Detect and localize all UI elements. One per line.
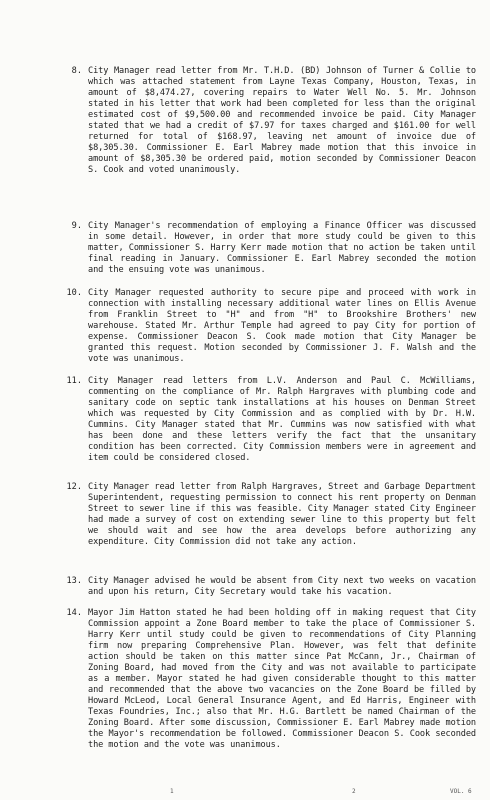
item-text: City Manager's recommendation of employing a Finance Officer was discussed in some detail. However, in order that more study could be given to this matter, Commissioner S. Harry Kerr made motion that no action be taken until final reading in January. Commissioner E. Earl Mabrey seconded the motion and the ensuing vote was unanimous. [88, 221, 476, 275]
item-number: 13. [66, 576, 82, 586]
item-number: 8. [71, 66, 82, 76]
item-text: City Manager read letter from Ralph Hargraves, Street and Garbage Department Superintendent, requesting permission to connect his rent property on Denman Street to sewer line if this was feasible. City Manager stated City Engineer had made a survey of cost on extending sewer line to this property but felt we should wait and see how the area develops before authorizing any expenditure. City Commission did not take any action. [88, 482, 476, 547]
footer-left-mark: 1 [170, 788, 174, 795]
footer-right-mark: VOL. 6 [450, 788, 472, 795]
footer-center-mark: 2 [352, 788, 356, 795]
item-text: City Manager read letters from L.V. Anderson and Paul C. McWilliams, commenting on the compliance of Mr. Ralph Hargraves with plumbing code and sanitary code on septic tank installations at his houses on Denman Street which was requested by City Commission and as complied with by Dr. H.W. Cummins. City Manager stated that Mr. Cummins was now satisfied with what has been done and these letters verify the fact that the unsanitary condition has been corrected. City Commission members were in agreement and item could be considered closed. [88, 376, 476, 463]
item-text: City Manager requested authority to secure pipe and proceed with work in connection with installing necessary additional water lines on Ellis Avenue from Franklin Street to "H" and from "H" to Brookshire Brothers' new warehouse. Stated Mr. Arthur Temple had agreed to pay City for portion of expense. Commissioner Deacon S. Cook made motion that City Manager be granted this request. Motion seconded by Commissioner J. F. Walsh and the vote was unanimous. [88, 288, 476, 364]
item-number: 12. [66, 482, 82, 492]
item-number: 11. [66, 376, 82, 386]
item-number: 14. [66, 608, 82, 618]
item-number: 9. [71, 221, 82, 231]
item-text: Mayor Jim Hatton stated he had been holding off in making request that City Commission appoint a Zone Board member to take the place of Commissioner S. Harry Kerr until study could be given to recommendations of City Planning firm now preparing Comprehensive Plan. However, was felt that definite action should be taken on this matter since Pat McCann, Jr., Chairman of Zoning Board, had moved from the City and was not available to participate as a member. Mayor stated he had given considerable thought to this matter and recommended that the above two vacancies on the Zone Board be filled by Howard McLeod, Local General Insurance Agent, and Ed Harris, Engineer with Texas Foundries, Inc.; also that Mr. H.G. Bartlett be named Chairman of the Zoning Board. After some discussion, Commissioner E. Earl Mabrey made motion the Mayor's recommendation be followed. Commissioner Deacon S. Cook seconded the motion and the vote was unanimous. [88, 608, 476, 750]
item-number: 10. [66, 288, 82, 298]
item-text: City Manager advised he would be absent from City next two weeks on vacation and upon his return, City Secretary would take his vacation. [88, 576, 476, 597]
item-text: City Manager read letter from Mr. T.H.D. (BD) Johnson of Turner & Collie to which was attached statement from Layne Texas Company, Houston, Texas, in amount of $8,474.27, covering repairs to Water Well No. 5. Mr. Johnson stated in his letter that work had been completed for less than the original estimated cost of $9,500.00 and recommended invoice be paid. City Manager stated that we had a credit of $7.97 for taxes charged and $161.00 for well returned for total of $168.97, leaving net amount of invoice due of $8,305.30. Commissioner E. Earl Mabrey made motion that this invoice in amount of $8,305.30 be ordered paid, motion seconded by Commissioner Deacon S. Cook and voted unanimously. [88, 66, 476, 175]
